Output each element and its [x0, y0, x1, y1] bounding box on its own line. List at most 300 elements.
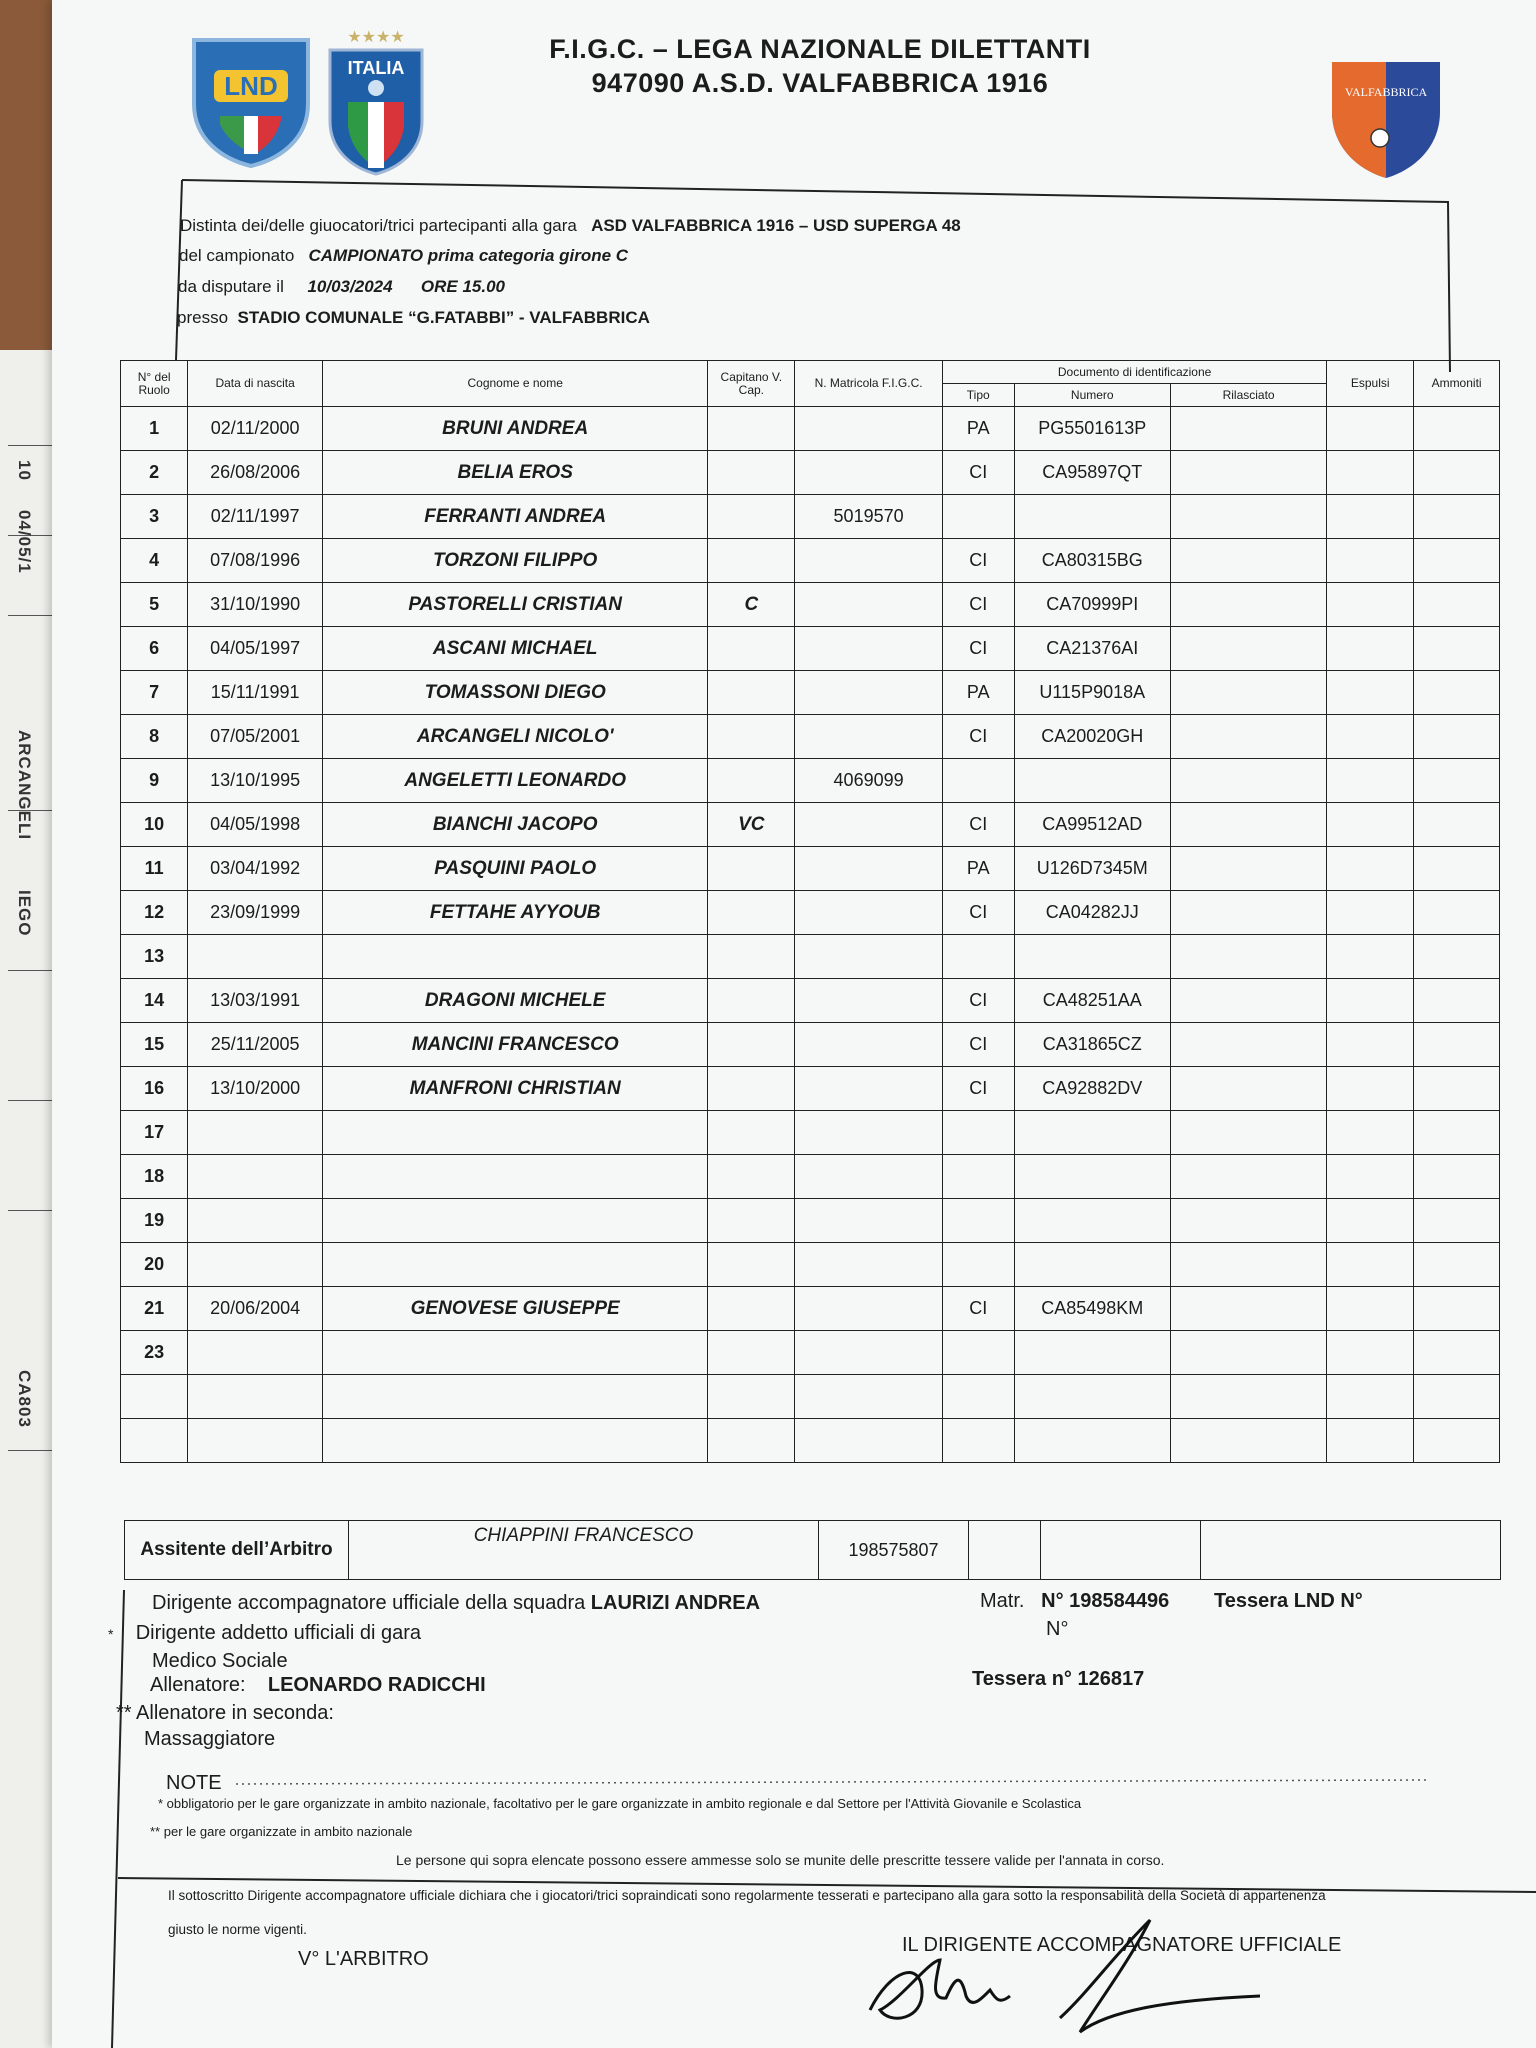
cell-warned [1414, 891, 1500, 935]
cell-birth: 13/10/2000 [188, 1067, 323, 1111]
championship-line [179, 246, 628, 266]
dirigente-line [152, 1592, 760, 1615]
cell-name: ARCANGELI NICOLO' [322, 715, 707, 759]
cell-role: 23 [121, 1331, 188, 1375]
roster-table [120, 360, 1500, 1463]
table-row [121, 1111, 1500, 1155]
table-row [121, 1287, 1500, 1331]
cell-birth: 03/04/1992 [188, 847, 323, 891]
cell-birth [188, 1111, 323, 1155]
header-role: N° del Ruolo [121, 361, 188, 407]
assistant-name: CHIAPPINI FRANCESCO [349, 1521, 819, 1580]
venue-value: STADIO COMUNALE “G.FATABBI” - VALFABBRICA [237, 308, 650, 327]
cell-role: 3 [121, 495, 188, 539]
cell-matricola [795, 1199, 943, 1243]
cell-name [322, 1419, 707, 1463]
tessera-label: Tessera n° [972, 1668, 1072, 1690]
table-row [121, 539, 1500, 583]
cell-doc-number [1014, 1155, 1170, 1199]
cell-doc-number: CA85498KM [1014, 1287, 1170, 1331]
cell-doc-number: U115P9018A [1014, 671, 1170, 715]
cell-matricola [795, 451, 943, 495]
cell-doc-type [942, 1199, 1014, 1243]
cell-warned [1414, 1419, 1500, 1463]
cell-doc-issued [1170, 539, 1326, 583]
cell-doc-number [1014, 1331, 1170, 1375]
cell-expelled [1327, 847, 1414, 891]
cell-birth [188, 1199, 323, 1243]
cell-doc-issued [1170, 1375, 1326, 1419]
cell-captain [708, 539, 795, 583]
cell-matricola [795, 1155, 943, 1199]
cell-doc-issued [1170, 1155, 1326, 1199]
cell-matricola [795, 979, 943, 1023]
cell-doc-number: CA70999PI [1014, 583, 1170, 627]
header-birth: Data di nascita [188, 361, 323, 407]
cell-doc-issued [1170, 671, 1326, 715]
cell-doc-issued [1170, 847, 1326, 891]
cell-warned [1414, 1155, 1500, 1199]
cell-name [322, 1155, 707, 1199]
cell-captain [708, 979, 795, 1023]
cell-captain [708, 891, 795, 935]
match-teams: ASD VALFABBRICA 1916 – USD SUPERGA 48 [591, 216, 961, 235]
cell-doc-number [1014, 935, 1170, 979]
cell-doc-type: CI [942, 1067, 1014, 1111]
cell-birth [188, 1155, 323, 1199]
cell-doc-type: CI [942, 1023, 1014, 1067]
cell-doc-number: CA48251AA [1014, 979, 1170, 1023]
cell-doc-issued [1170, 1331, 1326, 1375]
cell-name [322, 1331, 707, 1375]
cell-warned [1414, 847, 1500, 891]
cell-captain [708, 671, 795, 715]
table-row [121, 407, 1500, 451]
table-row [121, 1199, 1500, 1243]
cell-name: GENOVESE GIUSEPPE [322, 1287, 707, 1331]
cell-doc-type: CI [942, 451, 1014, 495]
cell-expelled [1327, 715, 1414, 759]
cell-captain [708, 847, 795, 891]
cell-matricola [795, 1067, 943, 1111]
back-text: IEGO [15, 890, 34, 937]
table-row [121, 979, 1500, 1023]
addetto-label: Dirigente addetto ufficiali di gara [135, 1622, 422, 1644]
cell-doc-type: PA [942, 671, 1014, 715]
cell-birth [188, 1243, 323, 1287]
back-text: 04/05/1 [15, 510, 34, 574]
allenatore-line [150, 1674, 486, 1697]
cell-captain [708, 407, 795, 451]
cell-captain [708, 759, 795, 803]
cell-matricola [795, 891, 943, 935]
cell-expelled [1327, 1199, 1414, 1243]
cell-doc-number: CA20020GH [1014, 715, 1170, 759]
declaration-2: giusto le norme vigenti. [168, 1922, 307, 1937]
cell-doc-issued [1170, 1023, 1326, 1067]
header-doc-group: Documento di identificazione [942, 361, 1326, 384]
cell-birth: 04/05/1998 [188, 803, 323, 847]
cell-doc-type: CI [942, 715, 1014, 759]
cell-birth: 26/08/2006 [188, 451, 323, 495]
cell-role: 14 [121, 979, 188, 1023]
cell-role: 13 [121, 935, 188, 979]
tessera-value: 126817 [1077, 1668, 1145, 1690]
cell-captain [708, 627, 795, 671]
cell-role [121, 1375, 188, 1419]
cell-doc-type: CI [942, 891, 1014, 935]
admission-note: Le persone qui sopra elencate possono essere ammesse solo se munite delle prescritte tessere valide per l'annata in corso. [396, 1852, 1165, 1868]
table-row [121, 451, 1500, 495]
table-row [121, 627, 1500, 671]
table-row [121, 803, 1500, 847]
cell-captain [708, 1331, 795, 1375]
cell-role: 15 [121, 1023, 188, 1067]
back-text: ARCANGELI [15, 730, 34, 841]
cell-captain [708, 1111, 795, 1155]
cell-birth: 23/09/1999 [188, 891, 323, 935]
cell-warned [1414, 671, 1500, 715]
cell-doc-number [1014, 495, 1170, 539]
title-line-2: 947090 A.S.D. VALFABBRICA 1916 [591, 68, 1049, 98]
cell-doc-type: CI [942, 583, 1014, 627]
cell-expelled [1327, 935, 1414, 979]
cell-birth: 31/10/1990 [188, 583, 323, 627]
cell-matricola [795, 803, 943, 847]
cell-doc-issued [1170, 627, 1326, 671]
cell-doc-issued [1170, 935, 1326, 979]
referee-label: V° L'ARBITRO [298, 1948, 429, 1970]
cell-doc-issued [1170, 1419, 1326, 1463]
cell-role: 1 [121, 407, 188, 451]
cell-birth [188, 935, 323, 979]
cell-birth: 13/03/1991 [188, 979, 323, 1023]
table-row [121, 935, 1500, 979]
dirigente-label: Dirigente accompagnatore ufficiale della squadra [152, 1592, 586, 1614]
svg-text:★★★★: ★★★★ [347, 27, 405, 46]
cell-doc-type [942, 495, 1014, 539]
cell-doc-issued [1170, 803, 1326, 847]
cell-name: BRUNI ANDREA [322, 407, 707, 451]
matr-label: Matr. [980, 1590, 1025, 1612]
table-row [121, 1375, 1500, 1419]
cell-expelled [1327, 671, 1414, 715]
cell-role: 17 [121, 1111, 188, 1155]
cell-captain [708, 1419, 795, 1463]
cell-matricola [795, 627, 943, 671]
cell-expelled [1327, 891, 1414, 935]
star-mark: ** [116, 1702, 132, 1724]
cell-role: 11 [121, 847, 188, 891]
cell-expelled [1327, 1375, 1414, 1419]
cell-captain: C [708, 583, 795, 627]
table-row [121, 759, 1500, 803]
cell-role: 5 [121, 583, 188, 627]
cell-doc-type: CI [942, 803, 1014, 847]
cell-doc-issued [1170, 451, 1326, 495]
cell-role: 4 [121, 539, 188, 583]
cell-expelled [1327, 627, 1414, 671]
cell-role [121, 1419, 188, 1463]
official-label: IL DIRIGENTE ACCOMPAGNATORE UFFICIALE [902, 1934, 1342, 1956]
cell-expelled [1327, 1331, 1414, 1375]
intro-label: Distinta dei/delle giuocatori/trici partecipanti alla gara [180, 216, 577, 235]
cell-birth: 15/11/1991 [188, 671, 323, 715]
matr-value: N° 198584496 [1041, 1590, 1170, 1612]
n-label: N° [1046, 1618, 1069, 1640]
cell-doc-issued [1170, 891, 1326, 935]
cell-doc-type [942, 1111, 1014, 1155]
cell-birth [188, 1419, 323, 1463]
cell-matricola [795, 1111, 943, 1155]
cell-birth: 02/11/2000 [188, 407, 323, 451]
header-matricola: N. Matricola F.I.G.C. [795, 361, 943, 407]
cell-matricola [795, 715, 943, 759]
cell-doc-issued [1170, 407, 1326, 451]
italia-logo-text: ITALIA [347, 58, 405, 78]
cell-name: MANCINI FRANCESCO [322, 1023, 707, 1067]
cell-matricola [795, 1331, 943, 1375]
cell-captain [708, 1287, 795, 1331]
assistant-matricola: 198575807 [819, 1521, 969, 1580]
cell-matricola: 5019570 [795, 495, 943, 539]
cell-birth: 07/08/1996 [188, 539, 323, 583]
note-2: ** per le gare organizzate in ambito nazionale [150, 1824, 413, 1839]
valfabbrica-logo-text: VALFABBRICA [1344, 85, 1428, 99]
star-mark: * [108, 1626, 114, 1642]
cell-captain [708, 715, 795, 759]
cell-doc-issued [1170, 583, 1326, 627]
cell-warned [1414, 1375, 1500, 1419]
table-row [121, 847, 1500, 891]
cell-birth [188, 1331, 323, 1375]
table-row [121, 495, 1500, 539]
cell-doc-number [1014, 1111, 1170, 1155]
cell-matricola [795, 1419, 943, 1463]
cell-name: PASTORELLI CRISTIAN [322, 583, 707, 627]
match-intro [180, 216, 961, 236]
declaration: Il sottoscritto Dirigente accompagnatore ufficiale dichiara che i giocatori/trici sopraindicati sono regolarmente tesserati e partecipano alla gara sotto la responsabilità della Società di appartenenza [168, 1888, 1326, 1903]
table-row [121, 1243, 1500, 1287]
cell-role: 19 [121, 1199, 188, 1243]
cell-captain [708, 1199, 795, 1243]
cell-warned [1414, 539, 1500, 583]
addetto-line [108, 1622, 421, 1645]
assistant-label: Assitente dell’Arbitro [125, 1521, 349, 1580]
cell-expelled [1327, 1023, 1414, 1067]
cell-matricola [795, 1375, 943, 1419]
cell-doc-type: CI [942, 539, 1014, 583]
cell-doc-number [1014, 1243, 1170, 1287]
cell-doc-issued [1170, 1287, 1326, 1331]
cell-warned [1414, 583, 1500, 627]
cell-captain: VC [708, 803, 795, 847]
cell-doc-type: CI [942, 979, 1014, 1023]
cell-role: 7 [121, 671, 188, 715]
cell-doc-number: CA92882DV [1014, 1067, 1170, 1111]
cell-name: BIANCHI JACOPO [322, 803, 707, 847]
cell-captain [708, 1243, 795, 1287]
back-text: 10 [15, 460, 34, 481]
cell-doc-number: CA31865CZ [1014, 1023, 1170, 1067]
cell-doc-issued [1170, 1111, 1326, 1155]
cell-warned [1414, 1331, 1500, 1375]
cell-name: TOMASSONI DIEGO [322, 671, 707, 715]
cell-doc-type [942, 1243, 1014, 1287]
header-doc-number: Numero [1014, 384, 1170, 407]
venue-label: presso [177, 308, 229, 327]
tessera-lnd-label: Tessera LND N° [1214, 1590, 1363, 1612]
cell-expelled [1327, 407, 1414, 451]
cell-captain [708, 495, 795, 539]
cell-warned [1414, 1287, 1500, 1331]
table-row [121, 891, 1500, 935]
header-expelled: Espulsi [1327, 361, 1414, 407]
cell-role: 6 [121, 627, 188, 671]
cell-doc-issued [1170, 759, 1326, 803]
cell-expelled [1327, 539, 1414, 583]
cell-name [322, 1375, 707, 1419]
date-line [178, 277, 505, 297]
cell-name [322, 935, 707, 979]
cell-matricola [795, 671, 943, 715]
cell-warned [1414, 1111, 1500, 1155]
roster-body [121, 407, 1500, 1463]
cell-doc-type [942, 935, 1014, 979]
assistant-table [124, 1520, 1501, 1580]
cell-expelled [1327, 1155, 1414, 1199]
header-doc-type: Tipo [942, 384, 1014, 407]
header-captain: Capitano V. Cap. [708, 361, 795, 407]
cell-doc-type: PA [942, 847, 1014, 891]
allenatore2-line [116, 1702, 334, 1725]
cell-doc-number [1014, 759, 1170, 803]
cell-name [322, 1243, 707, 1287]
cell-expelled [1327, 1243, 1414, 1287]
cell-doc-type [942, 1155, 1014, 1199]
medico-label: Medico Sociale [152, 1650, 288, 1672]
cell-birth: 07/05/2001 [188, 715, 323, 759]
tessera-line [972, 1668, 1144, 1691]
cell-expelled [1327, 1111, 1414, 1155]
table-row [121, 1023, 1500, 1067]
date-value: 10/03/2024 [307, 277, 393, 296]
cell-doc-issued [1170, 715, 1326, 759]
cell-birth [188, 1375, 323, 1419]
cell-warned [1414, 495, 1500, 539]
signature-image [850, 1900, 1330, 2040]
cell-warned [1414, 1067, 1500, 1111]
cell-matricola [795, 1287, 943, 1331]
cell-role: 18 [121, 1155, 188, 1199]
dirigente-name: LAURIZI ANDREA [590, 1592, 761, 1614]
cell-warned [1414, 979, 1500, 1023]
cell-name [322, 1111, 707, 1155]
cell-doc-number: CA04282JJ [1014, 891, 1170, 935]
cell-warned [1414, 759, 1500, 803]
cell-matricola [795, 407, 943, 451]
cell-warned [1414, 407, 1500, 451]
allenatore2-label: Allenatore in seconda: [136, 1702, 334, 1724]
lnd-logo-text: LND [224, 71, 278, 101]
table-row [121, 1067, 1500, 1111]
cell-doc-type [942, 1331, 1014, 1375]
cell-role: 12 [121, 891, 188, 935]
title-line-1: F.I.G.C. – LEGA NAZIONALE DILETTANTI [549, 34, 1091, 64]
cell-warned [1414, 627, 1500, 671]
cell-name: ANGELETTI LEONARDO [322, 759, 707, 803]
cell-matricola [795, 583, 943, 627]
cell-captain [708, 1067, 795, 1111]
cell-expelled [1327, 1287, 1414, 1331]
cell-matricola [795, 1243, 943, 1287]
table-row [121, 1155, 1500, 1199]
cell-warned [1414, 1243, 1500, 1287]
date-label: da disputare il [178, 277, 284, 296]
cell-doc-issued [1170, 1067, 1326, 1111]
table-row [121, 715, 1500, 759]
cell-empty [1201, 1521, 1501, 1580]
table-row [121, 1419, 1500, 1463]
cell-warned [1414, 451, 1500, 495]
cell-expelled [1327, 759, 1414, 803]
cell-captain [708, 451, 795, 495]
cell-doc-number: CA80315BG [1014, 539, 1170, 583]
cell-doc-issued [1170, 1243, 1326, 1287]
cell-doc-issued [1170, 979, 1326, 1023]
cell-doc-type: CI [942, 1287, 1014, 1331]
cell-doc-number: PG5501613P [1014, 407, 1170, 451]
table-row [121, 671, 1500, 715]
championship-value: CAMPIONATO prima categoria girone C [308, 246, 629, 265]
cell-expelled [1327, 1419, 1414, 1463]
cell-birth: 04/05/1997 [188, 627, 323, 671]
cell-expelled [1327, 495, 1414, 539]
cell-name [322, 1199, 707, 1243]
header-doc-issued: Rilasciato [1170, 384, 1326, 407]
cell-name: FERRANTI ANDREA [322, 495, 707, 539]
cell-captain [708, 1375, 795, 1419]
cell-name: PASQUINI PAOLO [322, 847, 707, 891]
cell-matricola [795, 935, 943, 979]
cell-matricola [795, 539, 943, 583]
cell-doc-number [1014, 1199, 1170, 1243]
time-value: ORE 15.00 [420, 277, 506, 296]
table-row [121, 1331, 1500, 1375]
header-warned: Ammoniti [1414, 361, 1500, 407]
cell-empty [969, 1521, 1041, 1580]
cell-role: 21 [121, 1287, 188, 1331]
championship-label: del campionato [179, 246, 295, 265]
cell-doc-number: CA99512AD [1014, 803, 1170, 847]
note-1: * obbligatorio per le gare organizzate in ambito nazionale, facoltativo per le gare organizzate in ambito regionale e dal Settore per l'Attività Giovanile e Scolastica [158, 1796, 1082, 1811]
cell-warned [1414, 935, 1500, 979]
cell-doc-type [942, 1419, 1014, 1463]
cell-captain [708, 935, 795, 979]
cell-role: 8 [121, 715, 188, 759]
cell-doc-type: PA [942, 407, 1014, 451]
cell-name: DRAGONI MICHELE [322, 979, 707, 1023]
cell-role: 10 [121, 803, 188, 847]
cell-doc-number: U126D7345M [1014, 847, 1170, 891]
cell-captain [708, 1155, 795, 1199]
cell-doc-number [1014, 1419, 1170, 1463]
cell-warned [1414, 803, 1500, 847]
cell-name: ASCANI MICHAEL [322, 627, 707, 671]
cell-doc-type [942, 1375, 1014, 1419]
cell-doc-issued [1170, 1199, 1326, 1243]
cell-captain [708, 1023, 795, 1067]
